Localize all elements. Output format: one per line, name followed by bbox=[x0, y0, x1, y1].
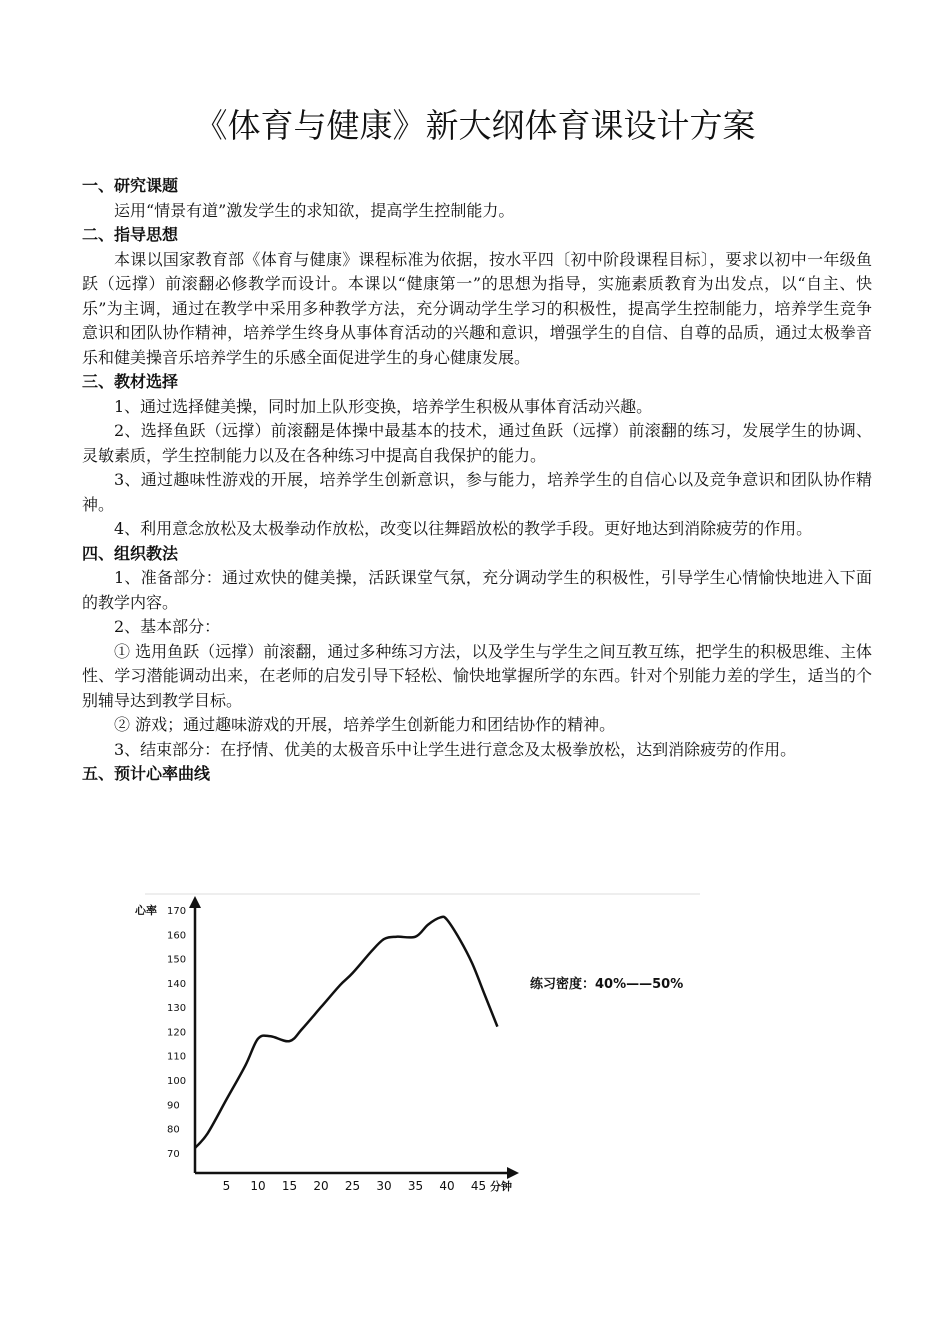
paragraph: 3、结束部分：在抒情、优美的太极音乐中让学生进行意念及太极拳放松，达到消除疲劳的作用。 bbox=[114, 739, 797, 759]
page-title: 《体育与健康》新大纲体育课设计方案 bbox=[194, 106, 756, 145]
section-heading-2: 二、指导思想 bbox=[82, 225, 179, 244]
heart-rate-chart bbox=[135, 878, 710, 1198]
y-tick-label: 110 bbox=[167, 1051, 187, 1063]
heart-rate-line bbox=[195, 917, 497, 1148]
y-axis-arrow bbox=[189, 896, 201, 908]
y-tick-label: 140 bbox=[167, 978, 187, 990]
paragraph: 3、通过趣味性游戏的开展，培养学生创新意识，参与能力，培养学生的自信心以及竞争意识和团队协作精神。 bbox=[82, 470, 872, 514]
section-heading-5: 五、预计心率曲线 bbox=[82, 764, 211, 783]
paragraph: 2、选择鱼跃（远撑）前滚翻是体操中最基本的技术，通过鱼跃（远撑）前滚翻的练习，发展学生的协调、灵敏素质，学生控制能力以及在各种练习中提高自我保护的能力。 bbox=[82, 421, 872, 465]
paragraph: ① 选用鱼跃（远撑）前滚翻，通过多种练习方法，以及学生与学生之间互教互练，把学生的积极思维、主体性、学习潜能调动出来，在老师的启发引导下轻松、愉快地掌握所学的东西。针对个别能力差的学生，适当的个别辅导达到教学目标。 bbox=[82, 641, 872, 710]
y-axis-label: 心率 bbox=[135, 904, 157, 917]
y-tick-label: 70 bbox=[167, 1148, 180, 1160]
paragraph: 4、利用意念放松及太极拳动作放松，改变以往舞蹈放松的教学手段。更好地达到消除疲劳的作用。 bbox=[114, 519, 813, 538]
practice-density-annotation: 练习密度：40%——50% bbox=[530, 977, 684, 992]
paragraph: 运用“情景有道”激发学生的求知欲，提高学生控制能力。 bbox=[114, 200, 515, 220]
x-tick-label: 35 bbox=[407, 1179, 424, 1193]
y-tick-label: 80 bbox=[167, 1124, 180, 1136]
paragraph: 1、通过选择健美操，同时加上队形变换，培养学生积极从事体育活动兴趣。 bbox=[114, 396, 653, 416]
y-tick-label: 130 bbox=[167, 1003, 187, 1015]
y-tick-label: 150 bbox=[167, 954, 187, 966]
x-tick-label: 25 bbox=[344, 1179, 361, 1193]
y-tick-label: 120 bbox=[167, 1027, 187, 1039]
x-tick-label: 45 bbox=[470, 1179, 487, 1193]
paragraph: ② 游戏；通过趣味游戏的开展，培养学生创新能力和团结协作的精神。 bbox=[114, 715, 616, 734]
x-tick-label: 10 bbox=[250, 1179, 266, 1193]
section-heading-4: 四、组织教法 bbox=[82, 543, 179, 563]
section-heading-1: 一、研究课题 bbox=[82, 176, 179, 195]
paragraph: 2、基本部分： bbox=[114, 617, 221, 636]
document-body bbox=[82, 174, 872, 787]
paragraph: 1、准备部分：通过欢快的健美操，活跃课堂气氛，充分调动学生的积极性，引导学生心情愉快地进入下面的教学内容。 bbox=[82, 568, 872, 612]
x-axis-label: 分钟 bbox=[490, 1180, 512, 1193]
x-tick-label: 5 bbox=[222, 1179, 231, 1193]
section-heading-3: 三、教材选择 bbox=[82, 372, 179, 391]
x-axis-arrow bbox=[507, 1167, 519, 1179]
y-tick-label: 100 bbox=[167, 1076, 187, 1087]
y-tick-label: 160 bbox=[167, 930, 187, 942]
x-tick-label: 40 bbox=[439, 1179, 455, 1193]
x-tick-label: 30 bbox=[376, 1179, 392, 1193]
y-tick-label: 170 bbox=[167, 906, 187, 917]
x-tick-label: 15 bbox=[281, 1179, 298, 1193]
y-tick-label: 90 bbox=[167, 1100, 180, 1112]
paragraph: 本课以国家教育部《体育与健康》课程标准为依据，按水平四〔初中阶段课程目标〕，要求以初中一年级鱼跃（远撑）前滚翻必修教学而设计。本课以“健康第一”的思想为指导，实施素质教育为出发点，以“自主、快乐”为主调，通过在教学中采用多种教学方法，充分调动学生学习的积极性，提高学生控制能力，培养学生竞争意识和团队协作精神，培养学生终身从事体育活动的兴趣和意识，增强学生的自信、自尊的品质，通过太极拳音乐和健美操音乐培养学生的乐感全面促进学生的身心健康发展。 bbox=[82, 249, 872, 367]
x-tick-label: 20 bbox=[313, 1179, 329, 1193]
